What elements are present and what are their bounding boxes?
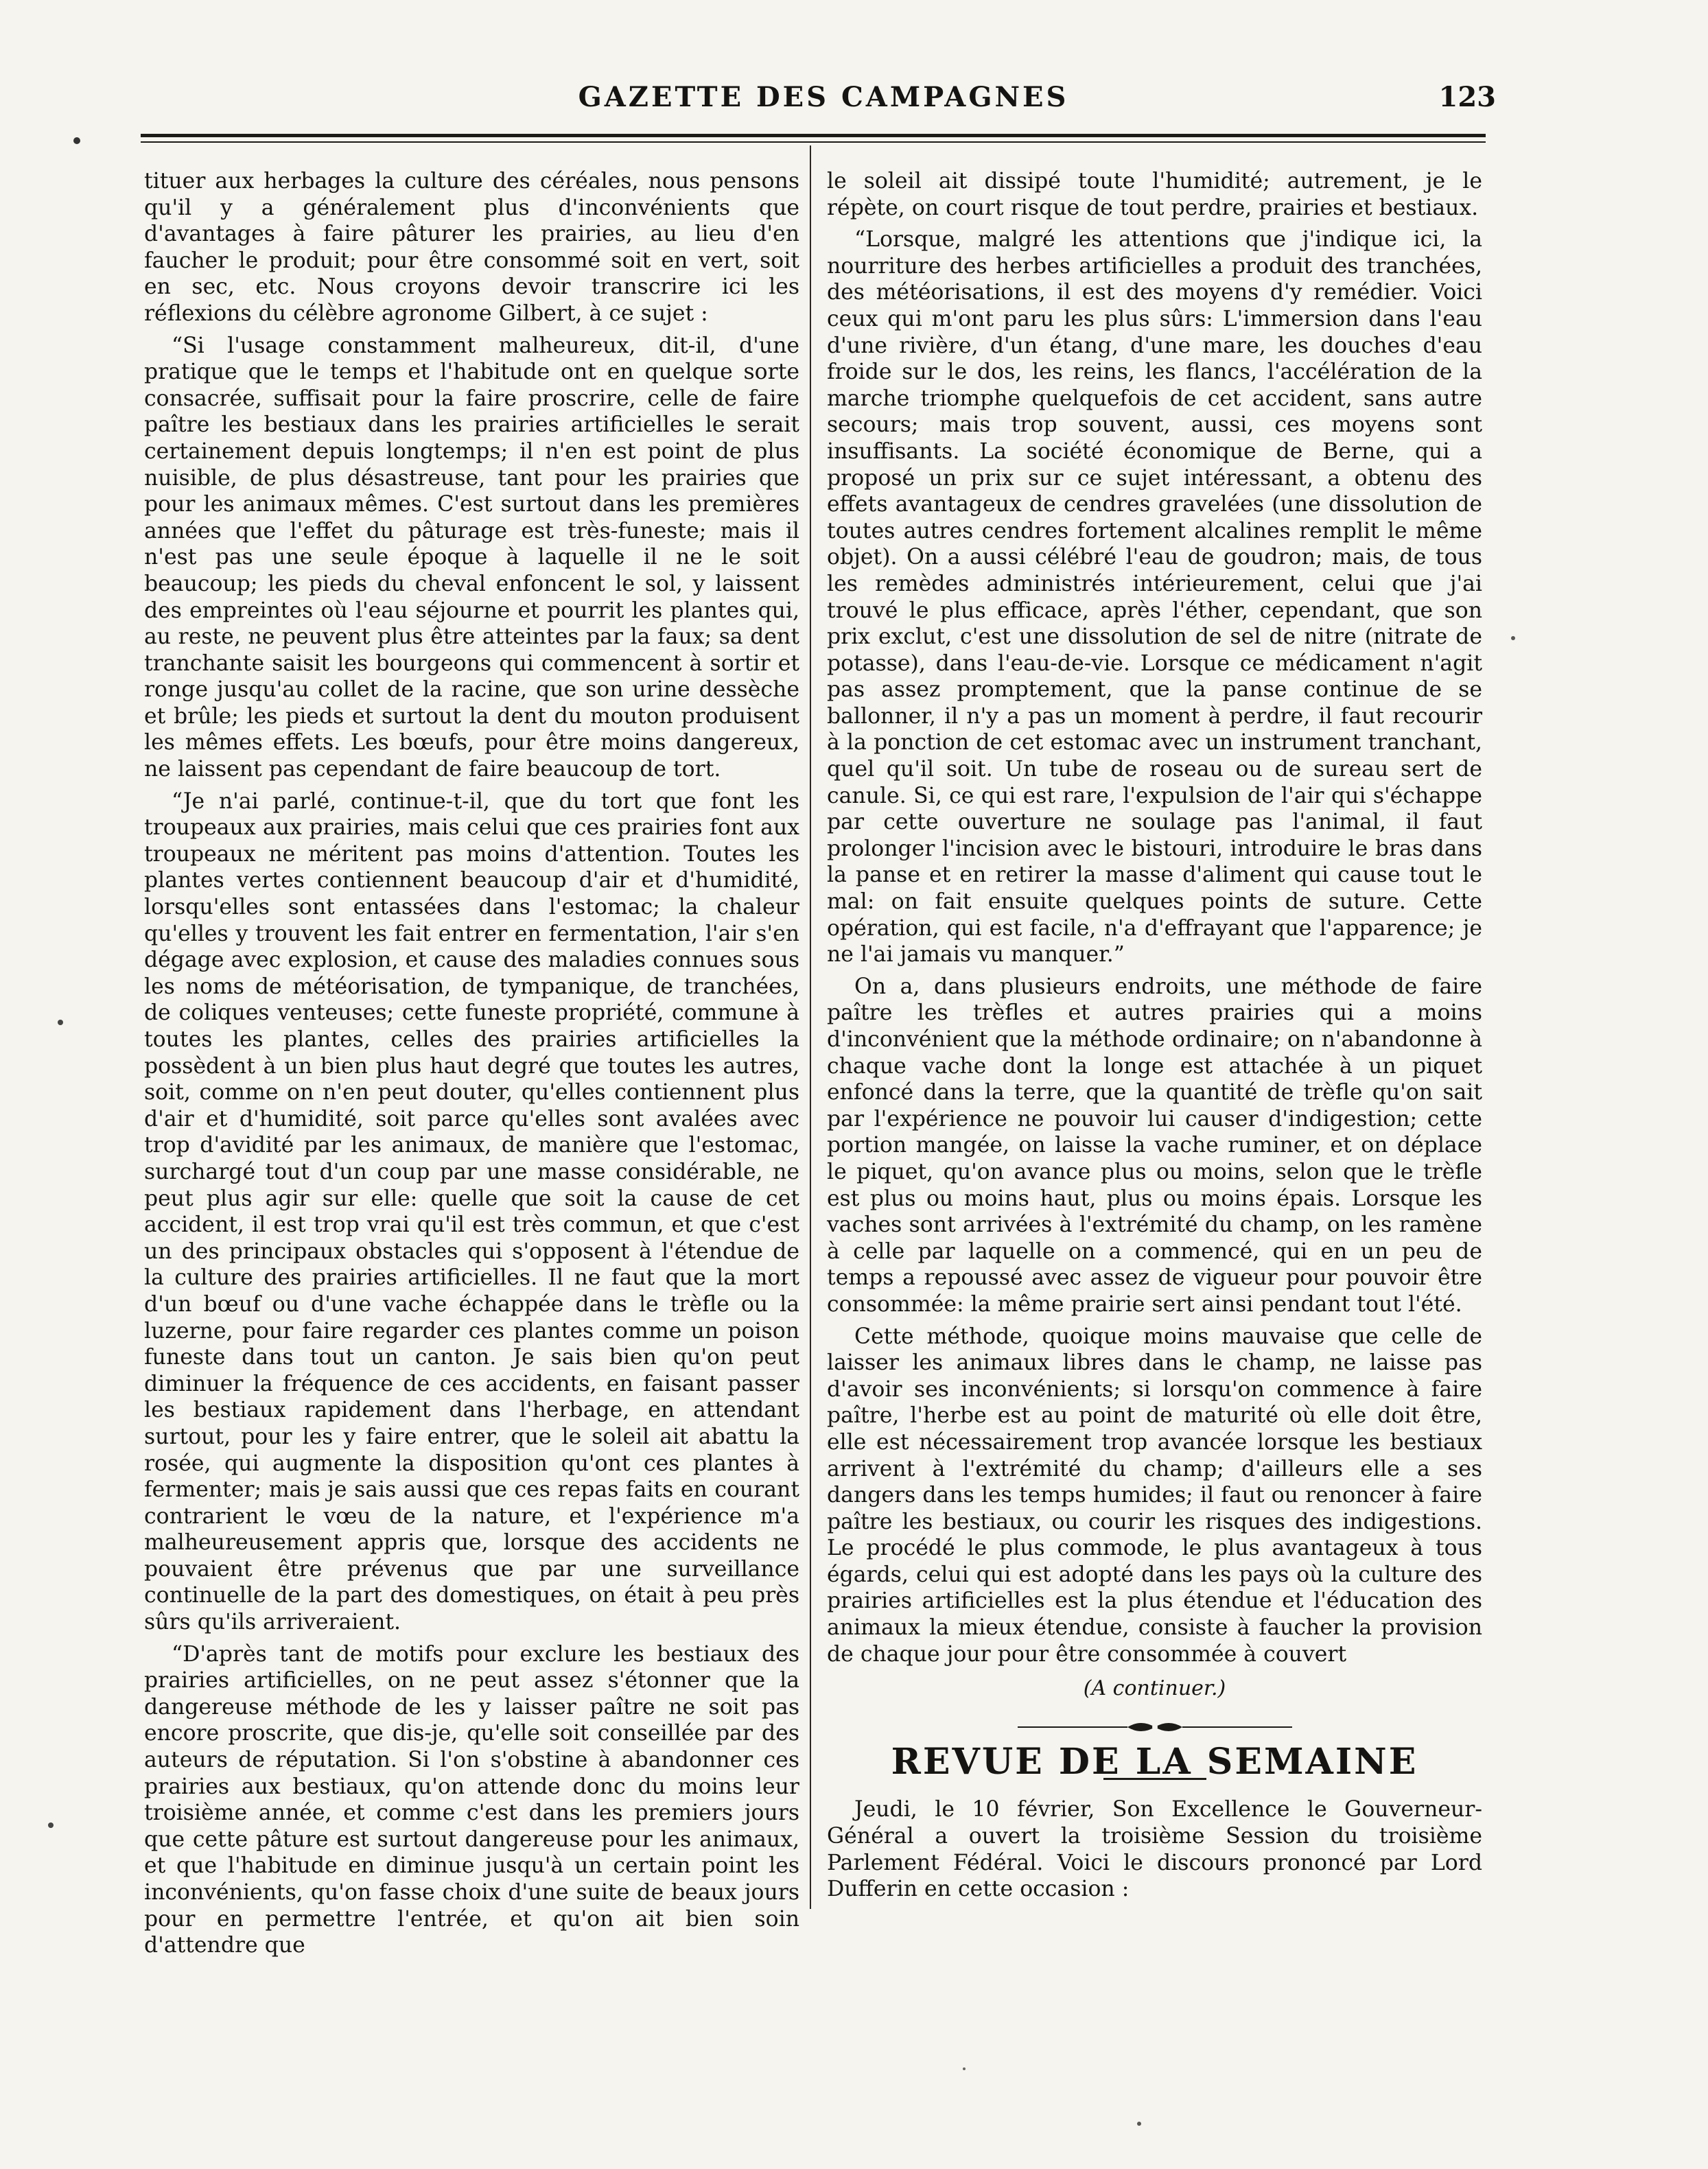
newspaper-title: GAZETTE DES CAMPAGNES <box>578 81 1069 113</box>
paragraph: “Lorsque, malgré les attentions que j'indique ici, la nourriture des herbes artificielles a produit des tranchées, des météorisations, il est des moyens d'y remédier. Voici ceux qui m'ont paru les plus sûrs: L'immersion dans l'eau d'une rivière, d'un étang, d'une mare, les douches d'eau froide sur le dos, les reins, les flancs, l'accélération de la marche triomphe quelquefois de cet accident, sans autre secours; mais trop souvent, aussi, ces moyens sont insuffisants. La société économique de Berne, qui a proposé un prix sur ce sujet intéressant, a obtenu des effets avantageux de cendres gravelées (une dissolution de toutes autres cendres fortement alcalines remplit le même objet). On a aussi célébré l'eau de goudron; mais, de tous les remèdes administrés intérieurement, celui que j'ai trouvé le plus efficace, après l'éther, cependant, que son prix exclut, c'est une dissolution de sel de nitre (nitrate de potasse), dans l'eau-de-vie. Lorsque ce médicament n'agit pas assez promptement, que la panse continue de se ballonner, il n'y a pas un moment à perdre, il faut recourir à la ponction de cet estomac avec un instrument tranchant, quel qu'il soit. Un tube de roseau ou de sureau sert de canule. Si, ce qui est rare, l'expulsion de l'air qui s'échappe par cette ouverture ne soulage pas l'animal, il faut prolonger l'incision avec le bistouri, introduire le bras dans la panse et en retirer la masse d'aliment qui cause tout le mal: on fait ensuite quelques points de suture. Cette opération, qui est facile, n'a d'effrayant que l'apparence; je ne l'ai jamais vu manquer.” <box>827 227 1482 968</box>
ornament-icon <box>1011 1717 1299 1737</box>
header-rule <box>141 134 1486 137</box>
header-rule-thin <box>141 141 1486 143</box>
page-number: 123 <box>1438 81 1496 113</box>
paragraph: “D'après tant de motifs pour exclure les bestiaux des prairies artificielles, on ne peut assez s'étonner que la dangereuse méthode de les y laisser paître ne soit pas encore proscrite, que dis-je, qu'elle soit conseillée par des auteurs de réputation. Si l'on s'obstine à abandonner ces prairies aux bestiaux, qu'on attende donc du moins leur troisième année, et comme c'est dans les premiers jours que cette pâture est surtout dangereuse pour les animaux, et que l'habitude en diminue jusqu'à un certain point les inconvénients, qu'on fasse choix d'une suite de beaux jours pour en permettre l'entrée, et qu'on ait bien soin d'attendre que <box>144 1641 799 1958</box>
column-divider <box>810 145 811 1909</box>
masthead <box>137 75 1510 124</box>
paragraph: On a, dans plusieurs endroits, une méthode de faire paître les trèfles et autres prairies qui a moins d'inconvénient que la méthode ordinaire; on n'abandonne à chaque vache dont la longe est attachée à un piquet enfoncé dans la terre, que la quantité de trèfle qu'on sait par l'expérience ne pouvoir lui causer d'indigestion; cette portion mangée, on laisse la vache ruminer, et on déplace le piquet, qu'on avance plus ou moins, selon que le trèfle est plus ou moins haut, plus ou moins épais. Lorsque les vaches sont arrivées à l'extrémité du champ, on les ramène à celle par laquelle on a commencé, qui en un peu de temps a repoussé avec assez de vigueur pour pouvoir être consommée: la même prairie sert ainsi pendant tout l'été. <box>827 974 1482 1317</box>
ornamental-divider <box>827 1717 1482 1737</box>
paragraph: Jeudi, le 10 février, Son Excellence le Gouverneur-Général a ouvert la troisième Session du troisième Parlement Fédéral. Voici le discours prononcé par Lord Dufferin en cette occasion : <box>827 1797 1482 1902</box>
paragraph: “Si l'usage constamment malheureux, dit-il, d'une pratique que le temps et l'habitude ont en quelque sorte consacrée, suffisait pour la faire proscrire, celle de faire paître les bestiaux dans les prairies artificielles le serait certainement depuis longtemps; il n'en est point de plus nuisible, de plus désastreuse, tant pour les prairies que pour les animaux mêmes. C'est surtout dans les premières années que l'effet du pâturage est très-funeste; mais il n'est pas une seule époque à laquelle il ne le soit beaucoup; les pieds du cheval enfoncent le sol, y laissent des empreintes où l'eau séjourne et pourrit les plantes qui, au reste, ne peuvent plus être atteintes par la faux; sa dent tranchante saisit les bourgeons qui commencent à sortir et ronge jusqu'au collet de la racine, que son urine dessèche et brûle; les pieds et surtout la dent du mouton produisent les mêmes effets. Les bœufs, pour être moins dangereux, ne laissent pas cependant de faire beaucoup de tort. <box>144 333 799 782</box>
paragraph: le soleil ait dissipé toute l'humidité; autrement, je le répète, on court risque de tout perdre, prairies et bestiaux. <box>827 169 1482 220</box>
continued-note: (A continuer.) <box>1083 1676 1226 1701</box>
left-column <box>144 168 799 1965</box>
right-column <box>827 168 1482 1908</box>
paragraph: Cette méthode, quoique moins mauvaise que celle de laisser les animaux libres dans le champ, ne laisse pas d'avoir ses inconvénients; si lorsqu'on commence à faire paître, l'herbe est au point de maturité où elle doit être, elle est nécessairement trop avancée lorsque les bestiaux arrivent à l'extrémité du champ; d'ailleurs elle a ses dangers dans les temps humides; il faut ou renoncer à faire paître les bestiaux, ou courir les risques des indigestions. Le procédé le plus commode, le plus avantageux à tous égards, celui qui est adopté dans les pays où la culture des prairies artificielles est la plus étendue et l'éducation des animaux la mieux étendue, consiste à faucher la provision de chaque jour pour être consommée à couvert <box>827 1324 1482 1667</box>
section-title: REVUE DE LA SEMAINE <box>891 1740 1418 1783</box>
paragraph: tituer aux herbages la culture des céréales, nous pensons qu'il y a généralement plus d'inconvénients que d'avantages à faire pâturer les prairies, au lieu d'en faucher le produit; pour être consommé soit en vert, soit en sec, etc. Nous croyons devoir transcrire ici les réflexions du célèbre agronome Gilbert, à ce sujet : <box>144 169 799 326</box>
paragraph: “Je n'ai parlé, continue-t-il, que du tort que font les troupeaux aux prairies, mais celui que ces prairies font aux troupeaux ne méritent pas moins d'attention. Toutes les plantes vertes contiennent beaucoup d'air et d'humidité, lorsqu'elles sont entassées dans l'estomac; la chaleur qu'elles y trouvent les fait entrer en fermentation, l'air s'en dégage avec explosion, et cause des maladies connues sous les noms de météorisation, de tympanique, de tranchées, de coliques venteuses; cette funeste propriété, commune à toutes les plantes, celles des prairies artificielles la possèdent à un bien plus haut degré que toutes les autres, soit, comme on n'en peut douter, qu'elles contiennent plus d'air et d'humidité, soit parce qu'elles sont avalées avec trop d'avidité par les animaux, de manière que l'estomac, surchargé tout d'un coup par une masse considérable, ne peut plus agir sur elle: quelle que soit la cause de cet accident, il est trop vrai qu'il est très commun, et que c'est un des principaux obstacles qui s'opposent à l'étendue de la culture des prairies artificielles. Il ne faut que la mort d'un bœuf ou d'une vache échappée dans le trèfle ou la luzerne, pour faire regarder ces plantes comme un poison funeste dans tout un canton. Je sais bien qu'on peut diminuer la fréquence de ces accidents, en faisant passer les bestiaux rapidement dans l'herbage, en attendant surtout, pour les y faire entrer, que le soleil ait abattu la rosée, qui augmente la disposition qu'ont ces plantes à fermenter; mais je sais aussi que ces repas faits en courant contrarient le vœu de la nature, et l'expérience m'a malheureusement appris que, lorsque des accidents ne pouvaient être prévenus que par une surveillance continuelle de la part des domestiques, on était à peu près sûrs qu'ils arriveraient. <box>144 788 799 1635</box>
